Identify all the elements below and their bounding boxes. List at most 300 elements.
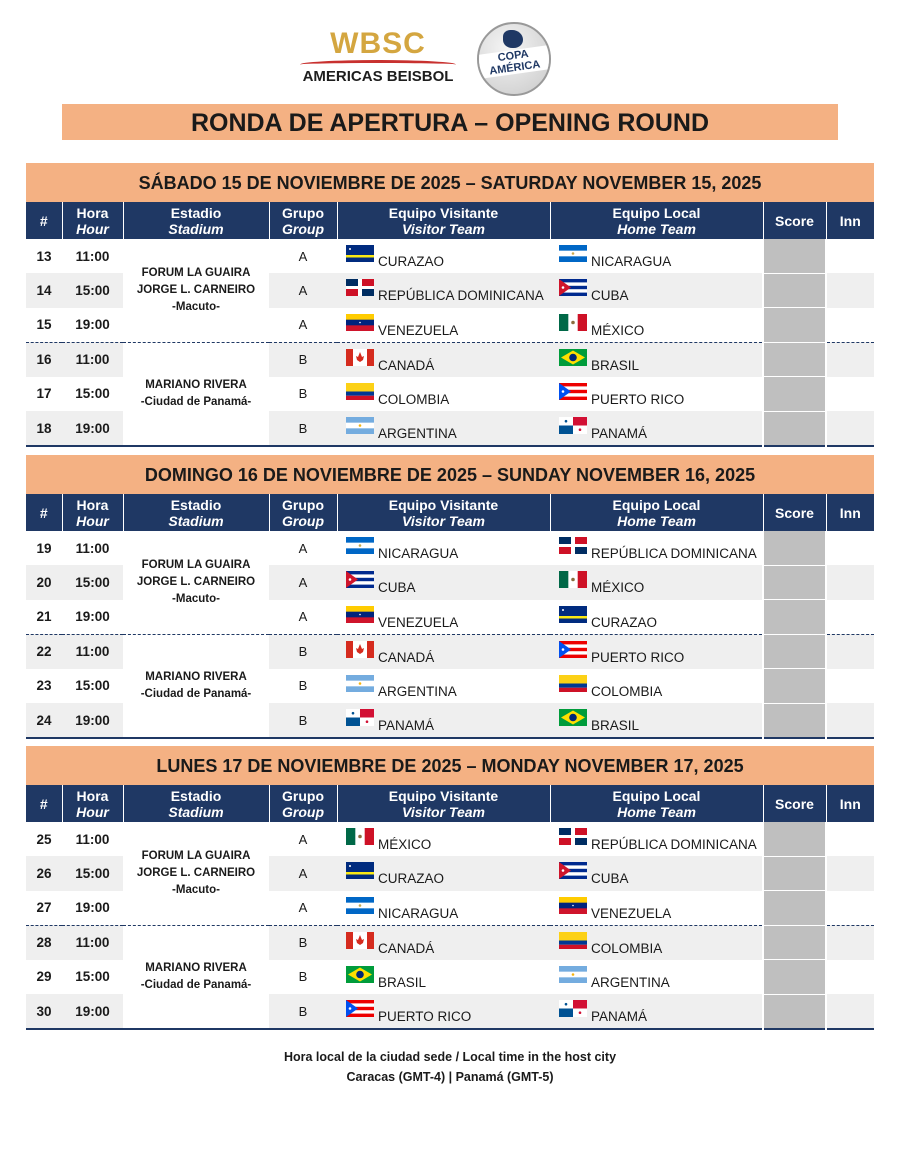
flag-do-icon [559, 828, 587, 848]
col-home [550, 494, 763, 531]
game-hour: 19:00 [62, 703, 123, 738]
score-cell [763, 822, 826, 856]
game-number: 22 [26, 634, 62, 669]
flag-pa-icon [559, 417, 587, 437]
home-team-name: PUERTO RICO [591, 649, 685, 665]
inn-cell [826, 856, 874, 891]
visitor-team [337, 377, 550, 412]
col-stadium-en: Stadium [168, 512, 224, 529]
home-team-name: PANAMÁ [591, 426, 648, 441]
col-score: Score [763, 202, 826, 239]
home-team-name: CUBA [591, 288, 629, 304]
game-group: B [269, 634, 337, 669]
copa-america-logo [477, 22, 551, 96]
game-group: B [298, 678, 308, 694]
game-number: 25 [36, 831, 52, 847]
inn-cell [826, 634, 874, 669]
game-group: A [298, 900, 308, 915]
flag-pr-icon [559, 641, 587, 661]
game-hour: 11:00 [75, 831, 110, 847]
flag-pr-icon [559, 383, 587, 403]
col-hour-es: Hora [76, 787, 109, 804]
game-hour: 15:00 [75, 386, 110, 402]
stadium-line: -Macuto- [172, 883, 220, 896]
col-stadium-es: Estadio [170, 204, 222, 221]
visitor-team-name: PANAMÁ [378, 718, 435, 733]
col-group-es: Grupo [282, 787, 324, 804]
stadium-line: -Ciudad de Panamá- [140, 687, 252, 700]
col-home-en: Home Team [617, 512, 696, 529]
game-group: B [269, 342, 337, 377]
score-cell [763, 703, 826, 738]
flag-cu-icon [559, 279, 587, 299]
score-cell [763, 273, 826, 308]
home-team-name: BRASIL [591, 718, 640, 733]
footer-note [0, 1047, 900, 1087]
game-hour: 11:00 [62, 342, 123, 377]
game-group: B [269, 994, 337, 1029]
game-number: 16 [26, 342, 62, 377]
home-team-name: CURAZAO [591, 614, 658, 630]
col-hour-en: Hour [76, 220, 109, 237]
stadium-line: -Ciudad de Panamá- [140, 395, 252, 408]
home-team [550, 377, 763, 412]
visitor-team-name: ARGENTINA [378, 426, 457, 441]
col-stadium-en: Stadium [168, 803, 224, 820]
home-team-name: ARGENTINA [591, 974, 670, 990]
col-stadium [123, 785, 269, 822]
col-group-en: Group [282, 512, 324, 529]
flag-do-icon [346, 279, 374, 299]
game-number: 28 [26, 925, 62, 960]
col-hour [62, 494, 123, 531]
col-home-es: Equipo Local [612, 496, 701, 513]
col-visitor-es: Equipo Visitante [388, 204, 499, 221]
home-team [550, 703, 763, 738]
game-hour: 15:00 [62, 273, 123, 308]
flag-ni-icon [559, 245, 587, 265]
col-hour [62, 202, 123, 239]
inn-cell [826, 891, 874, 926]
inn-cell [826, 669, 874, 704]
visitor-team-name: CANADÁ [378, 940, 435, 956]
flag-br-icon [346, 966, 374, 986]
col-visitor-es: Equipo Visitante [388, 496, 499, 513]
game-number: 14 [26, 273, 62, 308]
stadium-line: FORUM LA GUAIRA [141, 849, 251, 862]
home-team [550, 565, 763, 600]
col-stadium [123, 202, 269, 239]
inn-cell [826, 600, 874, 635]
col-home-es: Equipo Local [612, 787, 701, 804]
game-group: A [269, 273, 337, 308]
score-cell [763, 600, 826, 635]
game-hour: 15:00 [75, 678, 110, 694]
home-team-name: NICARAGUA [591, 254, 672, 269]
game-number: 23 [36, 678, 52, 694]
game-group: B [298, 386, 308, 402]
flag-co-icon [559, 932, 587, 952]
col-visitor-en: Visitor Team [402, 803, 485, 820]
game-hour: 15:00 [62, 565, 123, 600]
stadium-line: JORGE L. CARNEIRO [136, 283, 256, 296]
inn-cell [826, 342, 874, 377]
col-hour [62, 785, 123, 822]
col-visitor-es: Equipo Visitante [388, 787, 499, 804]
flag-do-icon [559, 537, 587, 557]
home-team [550, 822, 763, 856]
game-row [26, 342, 874, 377]
game-row [26, 925, 874, 960]
col-hour-en: Hour [76, 512, 109, 529]
col-visitor [337, 202, 550, 239]
game-number: 30 [26, 994, 62, 1029]
home-team-name: VENEZUELA [591, 905, 672, 921]
game-number: 27 [36, 900, 52, 915]
visitor-team [337, 411, 550, 446]
score-cell [763, 925, 826, 960]
visitor-team-name: ARGENTINA [378, 683, 457, 699]
inn-cell [826, 377, 874, 412]
score-cell [763, 891, 826, 926]
game-number: 13 [36, 248, 52, 264]
visitor-team-name: COLOMBIA [378, 391, 450, 407]
inn-cell [826, 308, 874, 343]
col-home-es: Equipo Local [612, 204, 701, 221]
flag-br-icon [559, 709, 587, 729]
copa-logo-text: COPA AMÉRICA [477, 45, 551, 79]
visitor-team-name: NICARAGUA [378, 905, 459, 921]
score-cell [763, 531, 826, 565]
footer-line-2: Caracas (GMT-4) | Panamá (GMT-5) [346, 1070, 554, 1084]
game-group: B [269, 703, 337, 738]
day-section [26, 163, 874, 447]
visitor-team-name: NICARAGUA [378, 546, 459, 561]
game-group: A [298, 609, 308, 624]
flag-ca-icon [346, 932, 374, 952]
game-group: B [298, 969, 308, 985]
visitor-team-name: MÉXICO [378, 837, 432, 852]
inn-cell [826, 925, 874, 960]
score-cell [763, 994, 826, 1029]
game-row [26, 239, 874, 273]
col-home-en: Home Team [617, 803, 696, 820]
visitor-team-name: CURAZAO [378, 871, 445, 887]
flag-cw-icon [346, 862, 374, 882]
game-hour: 11:00 [62, 634, 123, 669]
flag-cw-icon [346, 245, 374, 265]
game-number: 24 [26, 703, 62, 738]
game-hour: 15:00 [62, 856, 123, 891]
stadium-line: -Macuto- [172, 592, 220, 605]
flag-ve-icon [346, 606, 374, 626]
inn-cell [826, 703, 874, 738]
home-team-name: REPÚBLICA DOMINICANA [591, 546, 757, 561]
visitor-team [337, 273, 550, 308]
home-team [550, 994, 763, 1029]
visitor-team [337, 669, 550, 704]
flag-co-icon [559, 675, 587, 695]
home-team [550, 600, 763, 635]
game-number: 26 [26, 856, 62, 891]
col-hour-es: Hora [76, 204, 109, 221]
flag-mx-icon [559, 314, 587, 334]
stadium-line: MARIANO RIVERA [145, 961, 247, 974]
game-group: B [269, 411, 337, 446]
inn-cell [826, 411, 874, 446]
stadium-line: JORGE L. CARNEIRO [136, 575, 256, 588]
col-home [550, 785, 763, 822]
flag-ar-icon [346, 417, 374, 437]
visitor-team [337, 634, 550, 669]
visitor-team [337, 342, 550, 377]
col-stadium [123, 494, 269, 531]
col-group-en: Group [282, 220, 324, 237]
game-number: 18 [26, 411, 62, 446]
flag-cw-icon [559, 606, 587, 626]
visitor-team-name: VENEZUELA [378, 322, 459, 338]
game-hour: 11:00 [75, 540, 110, 556]
flag-ni-icon [346, 897, 374, 917]
game-row [26, 531, 874, 565]
col-num: # [26, 785, 62, 822]
col-score: Score [763, 785, 826, 822]
flag-co-icon [346, 383, 374, 403]
col-stadium-es: Estadio [170, 496, 222, 513]
home-team [550, 669, 763, 704]
score-cell [763, 308, 826, 343]
visitor-team [337, 891, 550, 926]
visitor-team [337, 600, 550, 635]
schedule-table [26, 785, 874, 1030]
game-group: A [269, 856, 337, 891]
col-hour-en: Hour [76, 803, 109, 820]
col-visitor-en: Visitor Team [402, 512, 485, 529]
game-row [26, 634, 874, 669]
col-num: # [26, 494, 62, 531]
day-section [26, 455, 874, 739]
flag-cu-icon [346, 571, 374, 591]
game-number: 17 [36, 386, 52, 402]
inn-cell [826, 822, 874, 856]
score-cell [763, 342, 826, 377]
visitor-team [337, 994, 550, 1029]
col-num: # [26, 202, 62, 239]
col-group-es: Grupo [282, 496, 324, 513]
visitor-team-name: REPÚBLICA DOMINICANA [378, 288, 544, 304]
col-inn: Inn [826, 494, 874, 531]
score-cell [763, 669, 826, 704]
globe-icon [503, 30, 523, 48]
day-header: LUNES 17 DE NOVIEMBRE DE 2025 – MONDAY NOVEMBER 17, 2025 [26, 746, 874, 785]
visitor-team-name: CANADÁ [378, 357, 435, 373]
home-team [550, 856, 763, 891]
flag-ni-icon [346, 537, 374, 557]
day-section [26, 746, 874, 1030]
flag-mx-icon [346, 828, 374, 848]
game-hour: 11:00 [62, 925, 123, 960]
visitor-team-name: VENEZUELA [378, 614, 459, 630]
home-team-name: BRASIL [591, 357, 640, 373]
game-hour: 19:00 [75, 317, 110, 332]
visitor-team [337, 703, 550, 738]
score-cell [763, 856, 826, 891]
col-hour-es: Hora [76, 496, 109, 513]
home-team [550, 239, 763, 273]
stadium-line: MARIANO RIVERA [145, 670, 247, 683]
flag-ve-icon [559, 897, 587, 917]
visitor-team-name: PUERTO RICO [378, 1009, 472, 1024]
home-team [550, 411, 763, 446]
home-team-name: COLOMBIA [591, 683, 663, 699]
game-hour: 19:00 [62, 994, 123, 1029]
table-header-row [26, 494, 874, 531]
game-hour: 19:00 [75, 900, 110, 915]
inn-cell [826, 273, 874, 308]
stadium-name [123, 342, 269, 446]
stadium-line: -Ciudad de Panamá- [140, 978, 252, 991]
visitor-team [337, 822, 550, 856]
game-hour: 19:00 [62, 411, 123, 446]
home-team [550, 308, 763, 343]
flag-ca-icon [346, 349, 374, 369]
visitor-team [337, 239, 550, 273]
footer-line-1: Hora local de la ciudad sede / Local time in the host city [283, 1050, 617, 1064]
wbsc-logo [296, 28, 460, 85]
page-title: RONDA DE APERTURA – OPENING ROUND [62, 104, 838, 140]
visitor-team [337, 308, 550, 343]
game-row [26, 822, 874, 856]
col-score: Score [763, 494, 826, 531]
home-team-name: PUERTO RICO [591, 391, 685, 407]
col-home [550, 202, 763, 239]
day-header: SÁBADO 15 DE NOVIEMBRE DE 2025 – SATURDAY NOVEMBER 15, 2025 [26, 163, 874, 202]
flag-br-icon [559, 349, 587, 369]
game-group: A [269, 565, 337, 600]
col-visitor [337, 785, 550, 822]
home-team-name: PANAMÁ [591, 1009, 648, 1024]
visitor-team-name: BRASIL [378, 974, 427, 990]
col-group-es: Grupo [282, 204, 324, 221]
col-stadium-es: Estadio [170, 787, 222, 804]
col-stadium-en: Stadium [168, 220, 224, 237]
game-group: A [298, 540, 308, 556]
stadium-line: -Macuto- [172, 300, 220, 313]
stadium-line: JORGE L. CARNEIRO [136, 866, 256, 879]
game-group: A [298, 831, 308, 847]
flag-ar-icon [346, 675, 374, 695]
col-visitor-en: Visitor Team [402, 220, 485, 237]
inn-cell [826, 239, 874, 273]
home-team-name: COLOMBIA [591, 940, 663, 956]
home-team-name: MÉXICO [591, 322, 645, 338]
visitor-team [337, 960, 550, 995]
home-team [550, 960, 763, 995]
score-cell [763, 960, 826, 995]
home-team-name: CUBA [591, 871, 629, 887]
flag-pa-icon [559, 1000, 587, 1020]
stadium-line: MARIANO RIVERA [145, 378, 247, 391]
stadium-name [123, 531, 269, 634]
visitor-team [337, 925, 550, 960]
wbsc-logo-text: WBSC [330, 27, 426, 60]
home-team [550, 891, 763, 926]
inn-cell [826, 994, 874, 1029]
stadium-line: FORUM LA GUAIRA [141, 266, 251, 279]
schedule-table [26, 494, 874, 739]
game-group: A [298, 248, 308, 264]
visitor-team [337, 565, 550, 600]
logos [0, 22, 900, 97]
flag-pa-icon [346, 709, 374, 729]
home-team [550, 342, 763, 377]
inn-cell [826, 531, 874, 565]
flag-ca-icon [346, 641, 374, 661]
stadium-name [123, 239, 269, 342]
visitor-team [337, 531, 550, 565]
game-group: A [298, 317, 308, 332]
game-number: 21 [36, 609, 52, 624]
wbsc-logo-subtitle: AMERICAS BEISBOL [302, 68, 454, 85]
flag-ar-icon [559, 966, 587, 986]
visitor-team-name: CANADÁ [378, 649, 435, 665]
home-team [550, 925, 763, 960]
col-home-en: Home Team [617, 220, 696, 237]
col-visitor [337, 494, 550, 531]
day-header: DOMINGO 16 DE NOVIEMBRE DE 2025 – SUNDAY NOVEMBER 16, 2025 [26, 455, 874, 494]
stadium-name [123, 634, 269, 738]
game-hour: 19:00 [75, 609, 110, 624]
stadium-name [123, 925, 269, 1029]
flag-mx-icon [559, 571, 587, 591]
home-team-name: REPÚBLICA DOMINICANA [591, 837, 757, 852]
col-group [269, 202, 337, 239]
game-number: 29 [36, 969, 52, 985]
home-team [550, 531, 763, 565]
score-cell [763, 411, 826, 446]
table-header-row [26, 202, 874, 239]
game-hour: 11:00 [75, 248, 110, 264]
game-number: 20 [26, 565, 62, 600]
flag-ve-icon [346, 314, 374, 334]
flag-cu-icon [559, 862, 587, 882]
score-cell [763, 634, 826, 669]
score-cell [763, 377, 826, 412]
schedule-table [26, 202, 874, 447]
visitor-team-name: CUBA [378, 580, 416, 596]
inn-cell [826, 565, 874, 600]
col-inn: Inn [826, 202, 874, 239]
visitor-team-name: CURAZAO [378, 254, 445, 269]
score-cell [763, 239, 826, 273]
col-group-en: Group [282, 803, 324, 820]
visitor-team [337, 856, 550, 891]
game-number: 15 [36, 317, 52, 332]
stadium-name [123, 822, 269, 925]
game-number: 19 [36, 540, 52, 556]
col-inn: Inn [826, 785, 874, 822]
game-hour: 15:00 [75, 969, 110, 985]
score-cell [763, 565, 826, 600]
col-group [269, 494, 337, 531]
table-header-row [26, 785, 874, 822]
game-group: B [269, 925, 337, 960]
col-group [269, 785, 337, 822]
home-team-name: MÉXICO [591, 580, 645, 596]
home-team [550, 273, 763, 308]
inn-cell [826, 960, 874, 995]
flag-pr-icon [346, 1000, 374, 1020]
